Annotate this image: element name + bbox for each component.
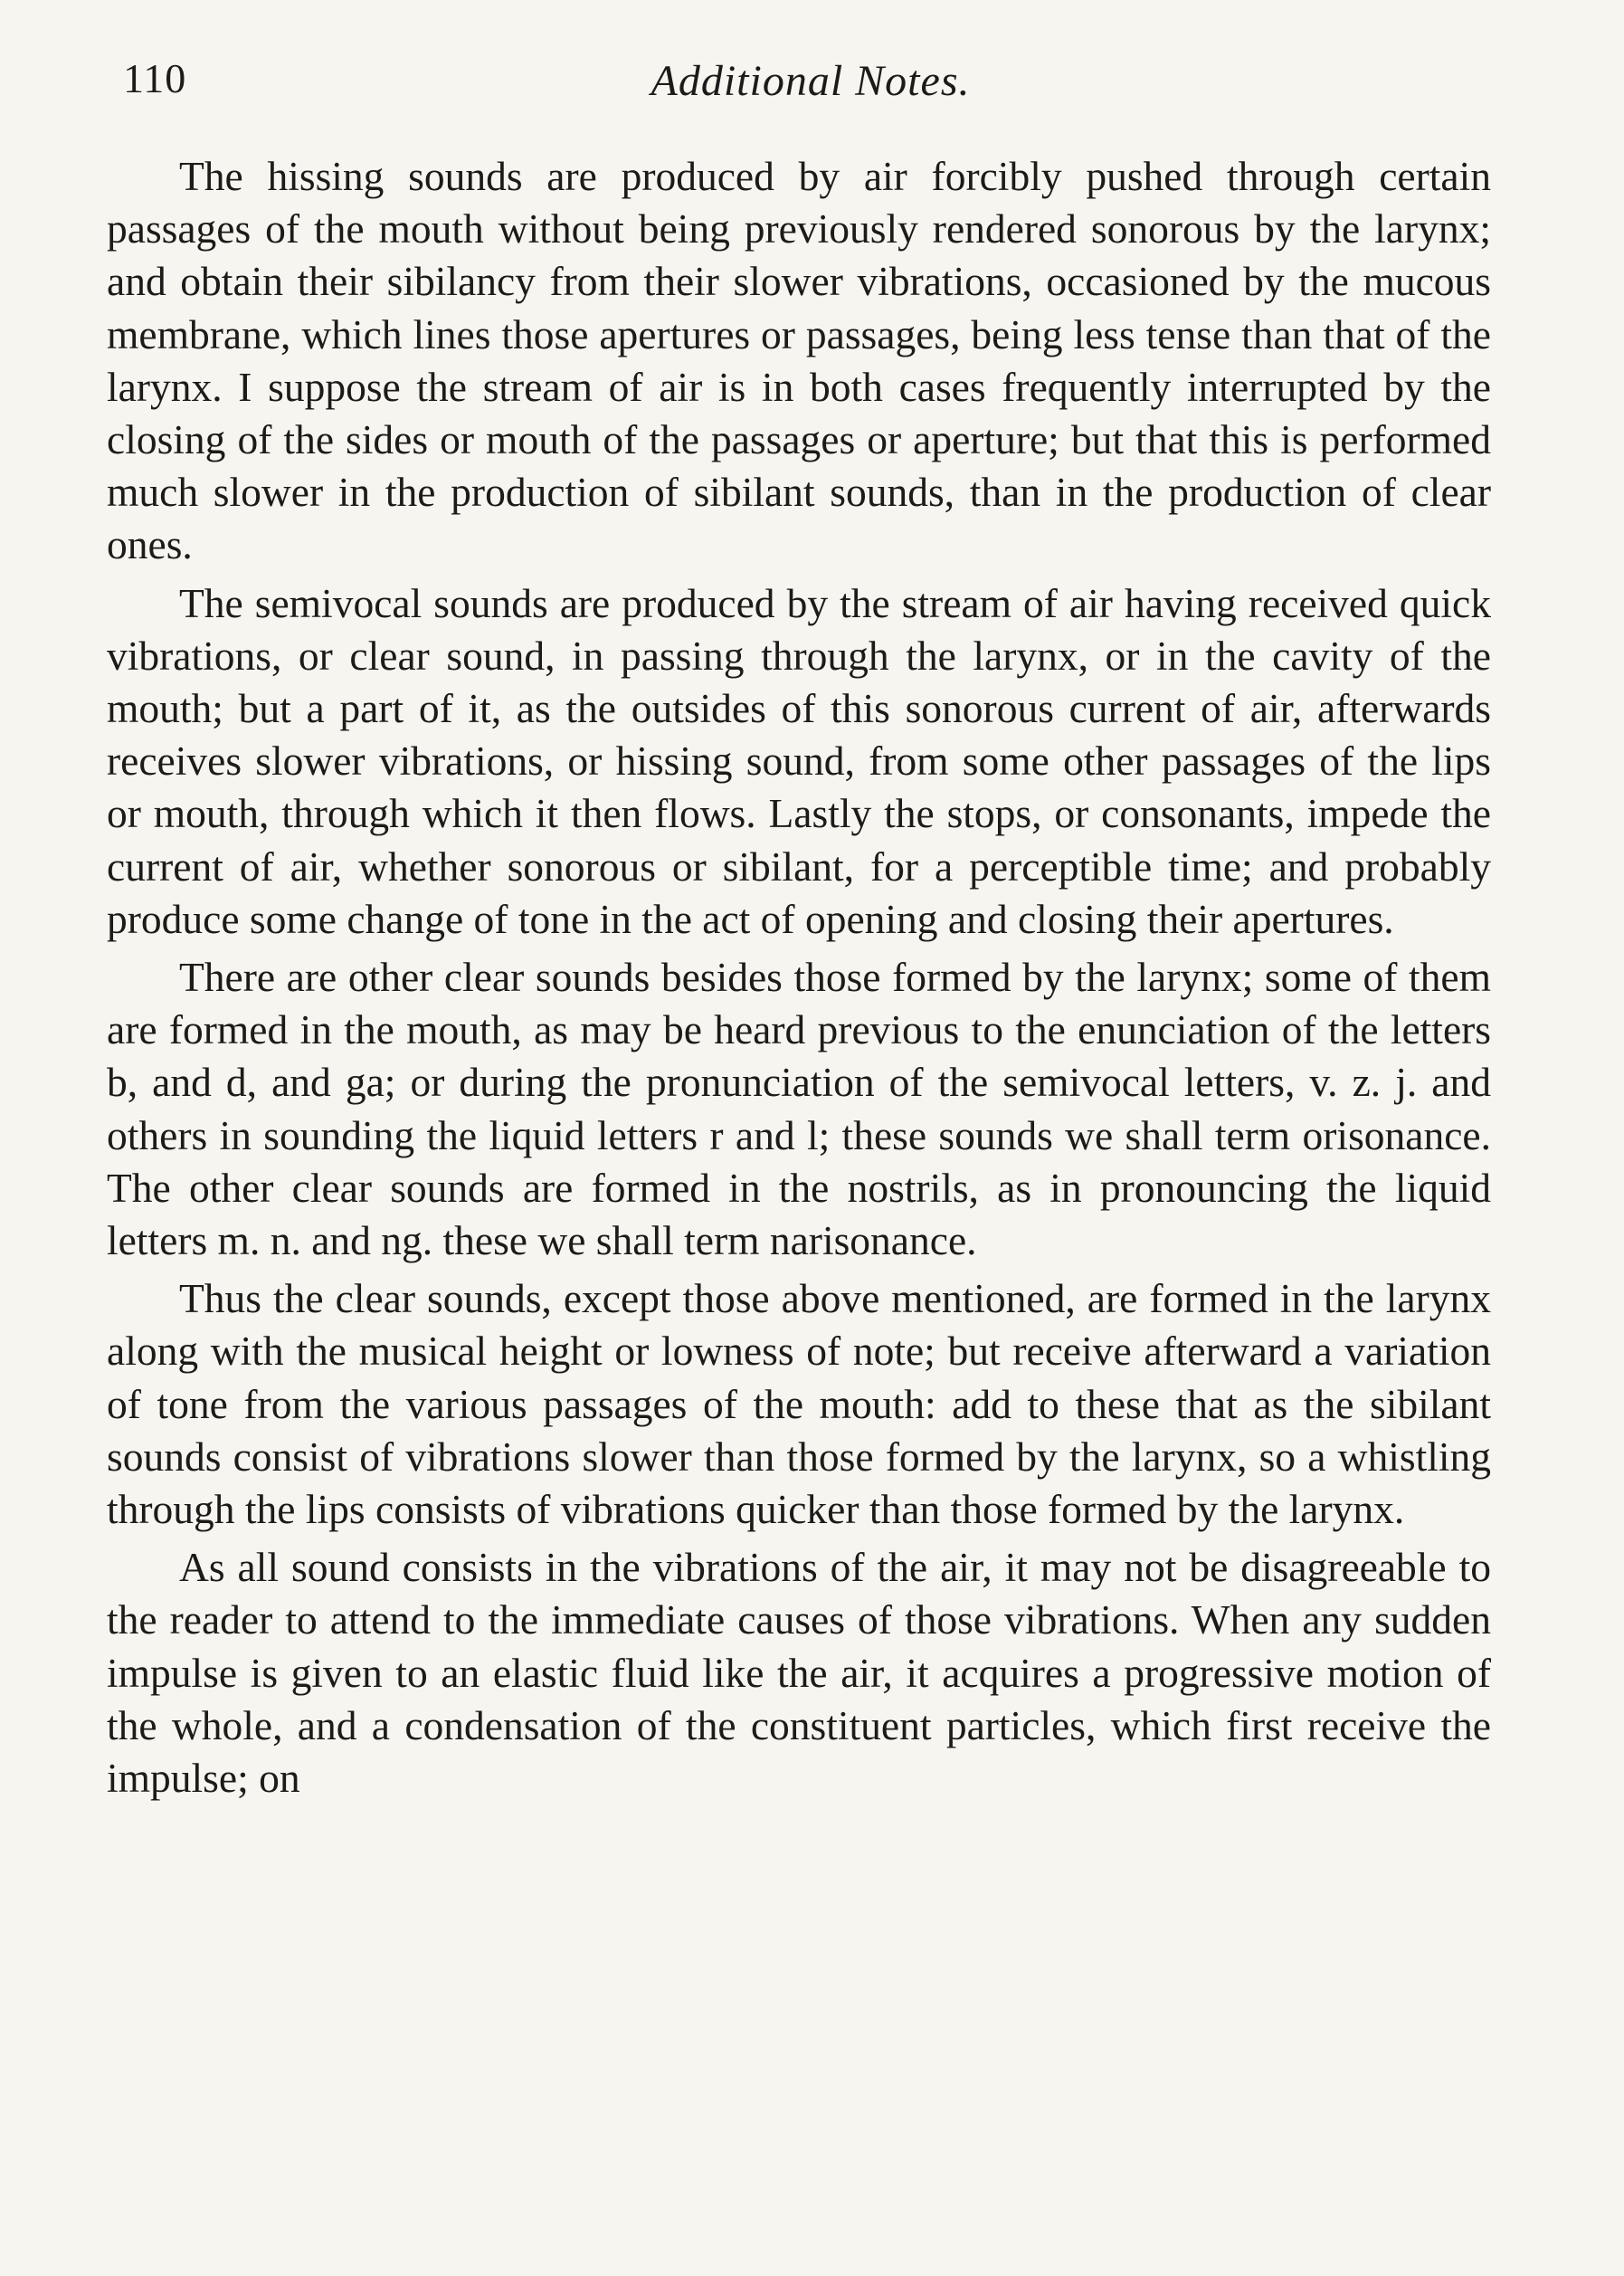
paragraph-semivocal-sounds: The semivocal sounds are produced by the stream of air having received quick vibrations, or clear sound, in passing through the larynx, or in the cavity of the mouth; but a part of it, as the outsides of this sonorous current of air, afterwards receives slower vibrations, or hissing sound, from some other passages of the lips or mouth, through which it then flows. Lastly the stops, or consonants, impede the current of air, whether sonorous or sibilant, for a perceptible time; and probably produce some change of tone in the act of opening and closing their apertures. [107,579,1491,942]
running-title: Additional Notes. [651,57,971,105]
paragraph-other-clear-sounds: There are other clear sounds besides those formed by the larynx; some of them are formed in the mouth, as may be heard previous to the enunciation of the letters b, and d, and ga; or during the pronunciation of the semivocal letters, v. z. j. and others in sounding the liquid letters r and l; these sounds we shall term orisonance. The other clear sounds are formed in the nostrils, as in pronouncing the liquid letters m. n. and ng. these we shall term narisonance. [107,954,1491,1264]
paragraph-vibrations-of-air: As all sound consists in the vibrations of the air, it may not be disagreeable to the reader to attend to the immediate causes of those vibrations. When any sudden impulse is given to an elastic fluid like the air, it acquires a progressive motion of the whole, and a condensation of the constituent particles, which first receive the impulse; on [107,1544,1491,1802]
paragraph-clear-sounds-larynx: Thus the clear sounds, except those above mentioned, are formed in the larynx along with the musical height or lowness of note; but receive afterward a variation of tone from the various passages of the mouth: add to these that as the sibilant sounds consist of vibrations slower than those formed by the larynx, so a whistling through the lips consists of vibrations quicker than those formed by the larynx. [107,1275,1491,1533]
paragraph-hissing-sounds: The hissing sounds are produced by air forcibly pushed through certain passages of the mouth without being previously rendered sonorous by the larynx; and obtain their sibilancy from their slower vibrations, occasioned by the mucous membrane, which lines those apertures or passages, being less tense than that of the larynx. I suppose the stream of air is in both cases frequently interrupted by the closing of the sides or mouth of the passages or aperture; but that this is performed much slower in the production of sibilant sounds, than in the production of clear ones. [107,153,1491,568]
running-head [123,43,1498,125]
body-text [107,150,1491,1810]
page-number: 110 [123,55,187,101]
